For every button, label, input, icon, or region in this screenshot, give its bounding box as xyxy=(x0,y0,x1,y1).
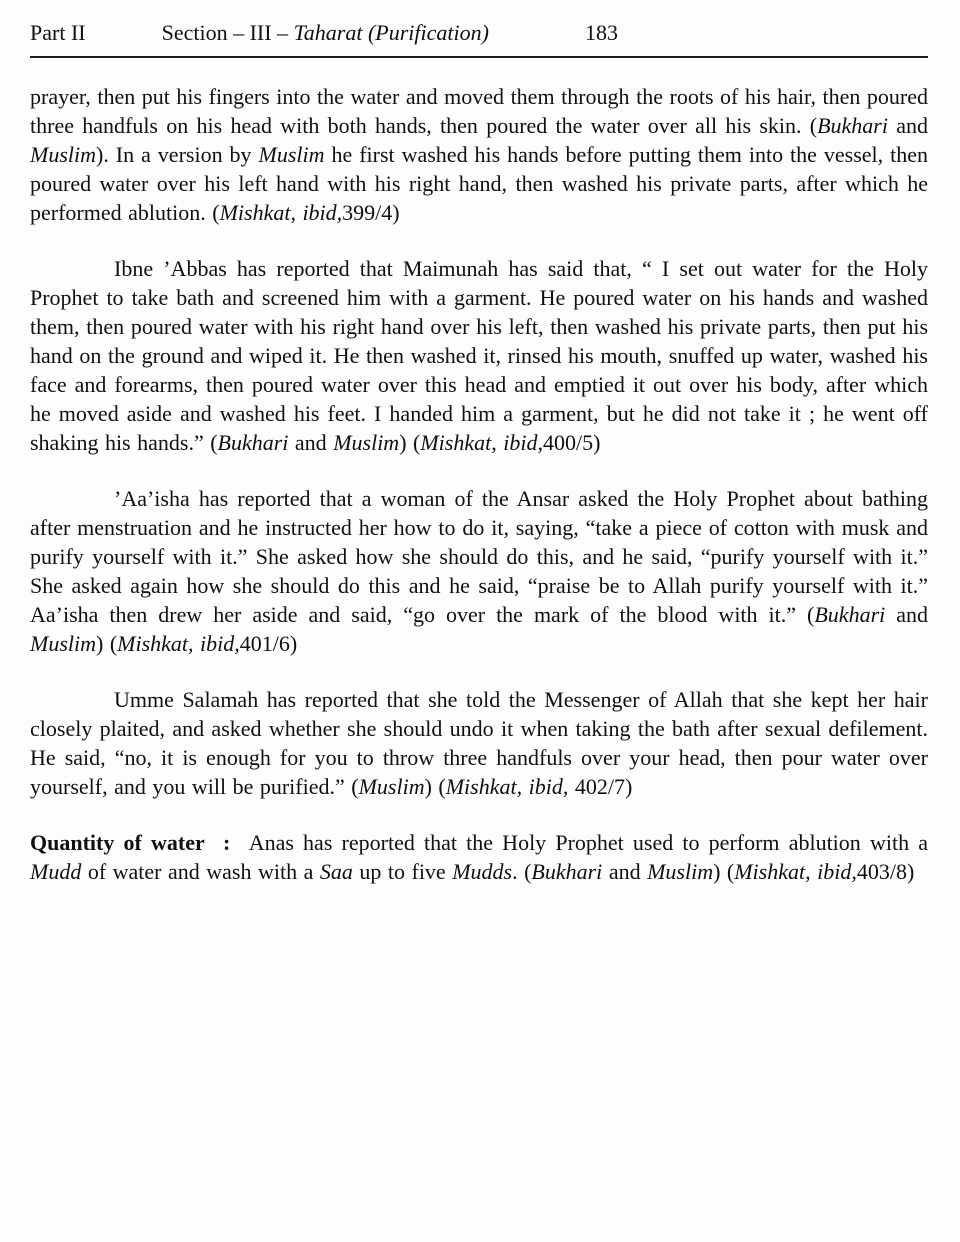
paragraph xyxy=(30,254,928,457)
text-run: up to five xyxy=(352,859,453,884)
text-run: 403/8) xyxy=(856,859,915,884)
text-run: of water and wash with a xyxy=(81,859,320,884)
text-run: ). In a version by xyxy=(96,142,259,167)
italic-text: Taharat (Purification) xyxy=(293,20,489,45)
italic-text: Mudds xyxy=(452,859,513,884)
text-run: prayer, then put his fingers into the water and moved them through the roots of his hair, then poured three handfuls on his head with both hands, then poured the water over all his skin. ( xyxy=(30,84,928,138)
paragraph xyxy=(30,484,928,658)
header-section-title xyxy=(162,20,489,46)
italic-text: Bukhari xyxy=(817,113,888,138)
text-run: ) ( xyxy=(399,430,421,455)
italic-text: Muslim xyxy=(647,859,714,884)
italic-text: Muslim xyxy=(333,430,400,455)
italic-text: Muslim xyxy=(30,142,96,167)
italic-text: Muslim xyxy=(358,774,425,799)
italic-text: Mishkat, ibid, xyxy=(734,859,857,884)
page-body xyxy=(30,82,928,886)
italic-text: Bukhari xyxy=(814,602,886,627)
italic-text: Mudd xyxy=(30,859,82,884)
text-run: 400/5) xyxy=(542,430,601,455)
paragraph xyxy=(30,685,928,801)
bold-text: Quantity of water : xyxy=(30,830,231,855)
paragraph xyxy=(30,828,928,886)
text-run: Ibne ’Abbas has reported that Maimunah has said that, “ I set out water for the Holy Prophet to take bath and screened him with a garment. He poured water on his hands and washed them, then poured water with his right hand over his left, then washed his private parts, then put his hand on the ground and wiped it. He then washed it, rinsed his mouth, snuffed up water, washed his face and forearms, then poured water over this head and emptied it out over his body, after which he moved aside and washed his feet. I handed him a garment, but he did not take it ; he went off shaking his hands.” ( xyxy=(30,256,928,455)
italic-text: Mishkat, ibid, xyxy=(420,430,543,455)
italic-text: Mishkat, ibid, xyxy=(117,631,240,656)
text-run: Anas has reported that the Holy Prophet used to perform ablution with a xyxy=(230,830,928,855)
text-run: 399/4) xyxy=(342,200,400,225)
page-number: 183 xyxy=(584,20,618,45)
text-run: he first washed his hands before putting them into the vessel, then poured water over his left hand with his right hand, then washed his private parts, after which he performed ablution. ( xyxy=(30,142,928,225)
italic-text: Muslim xyxy=(258,142,325,167)
italic-text: Bukhari xyxy=(217,430,289,455)
text-run: ) ( xyxy=(424,774,446,799)
text-run: ’Aa’isha has reported that a woman of the Ansar asked the Holy Prophet about bathing after menstruation and he instructed her how to do it, saying, “take a piece of cotton with musk and purify yourself with it.” She asked how she should do this, and he said, “purify yourself with it.” She asked again how she should do this and he said, “praise be to Allah purify yourself with it.” Aa’isha then drew her aside and said, “go over the mark of the blood with it.” ( xyxy=(30,486,928,627)
text-run: . ( xyxy=(512,859,532,884)
text-run: ) ( xyxy=(96,631,118,656)
header-part-label: Part II xyxy=(30,20,86,45)
text-run: 402/7) xyxy=(568,774,633,799)
italic-text: Mishkat, ibid, xyxy=(445,774,569,799)
text-run: and xyxy=(602,859,648,884)
text-run: and xyxy=(288,430,334,455)
text-run: ) ( xyxy=(713,859,735,884)
italic-text: Bukhari xyxy=(531,859,603,884)
text-run: Section – III – xyxy=(161,20,294,45)
text-run: and xyxy=(887,113,928,138)
italic-text: Saa xyxy=(319,859,353,884)
page-header xyxy=(30,20,928,46)
paragraph xyxy=(30,82,928,227)
text-run: and xyxy=(885,602,929,627)
italic-text: Muslim xyxy=(30,631,96,656)
header-rule xyxy=(30,56,928,58)
text-run: 401/6) xyxy=(239,631,298,656)
text-run: Umme Salamah has reported that she told the Messenger of Allah that she kept her hair closely plaited, and asked whether she should undo it when taking the bath after sexual defilement. He said, “no, it is enough for you to throw three handfuls over your head, then pour water over yourself, and you will be purified.” ( xyxy=(30,687,928,799)
italic-text: Mishkat, ibid, xyxy=(219,200,343,225)
